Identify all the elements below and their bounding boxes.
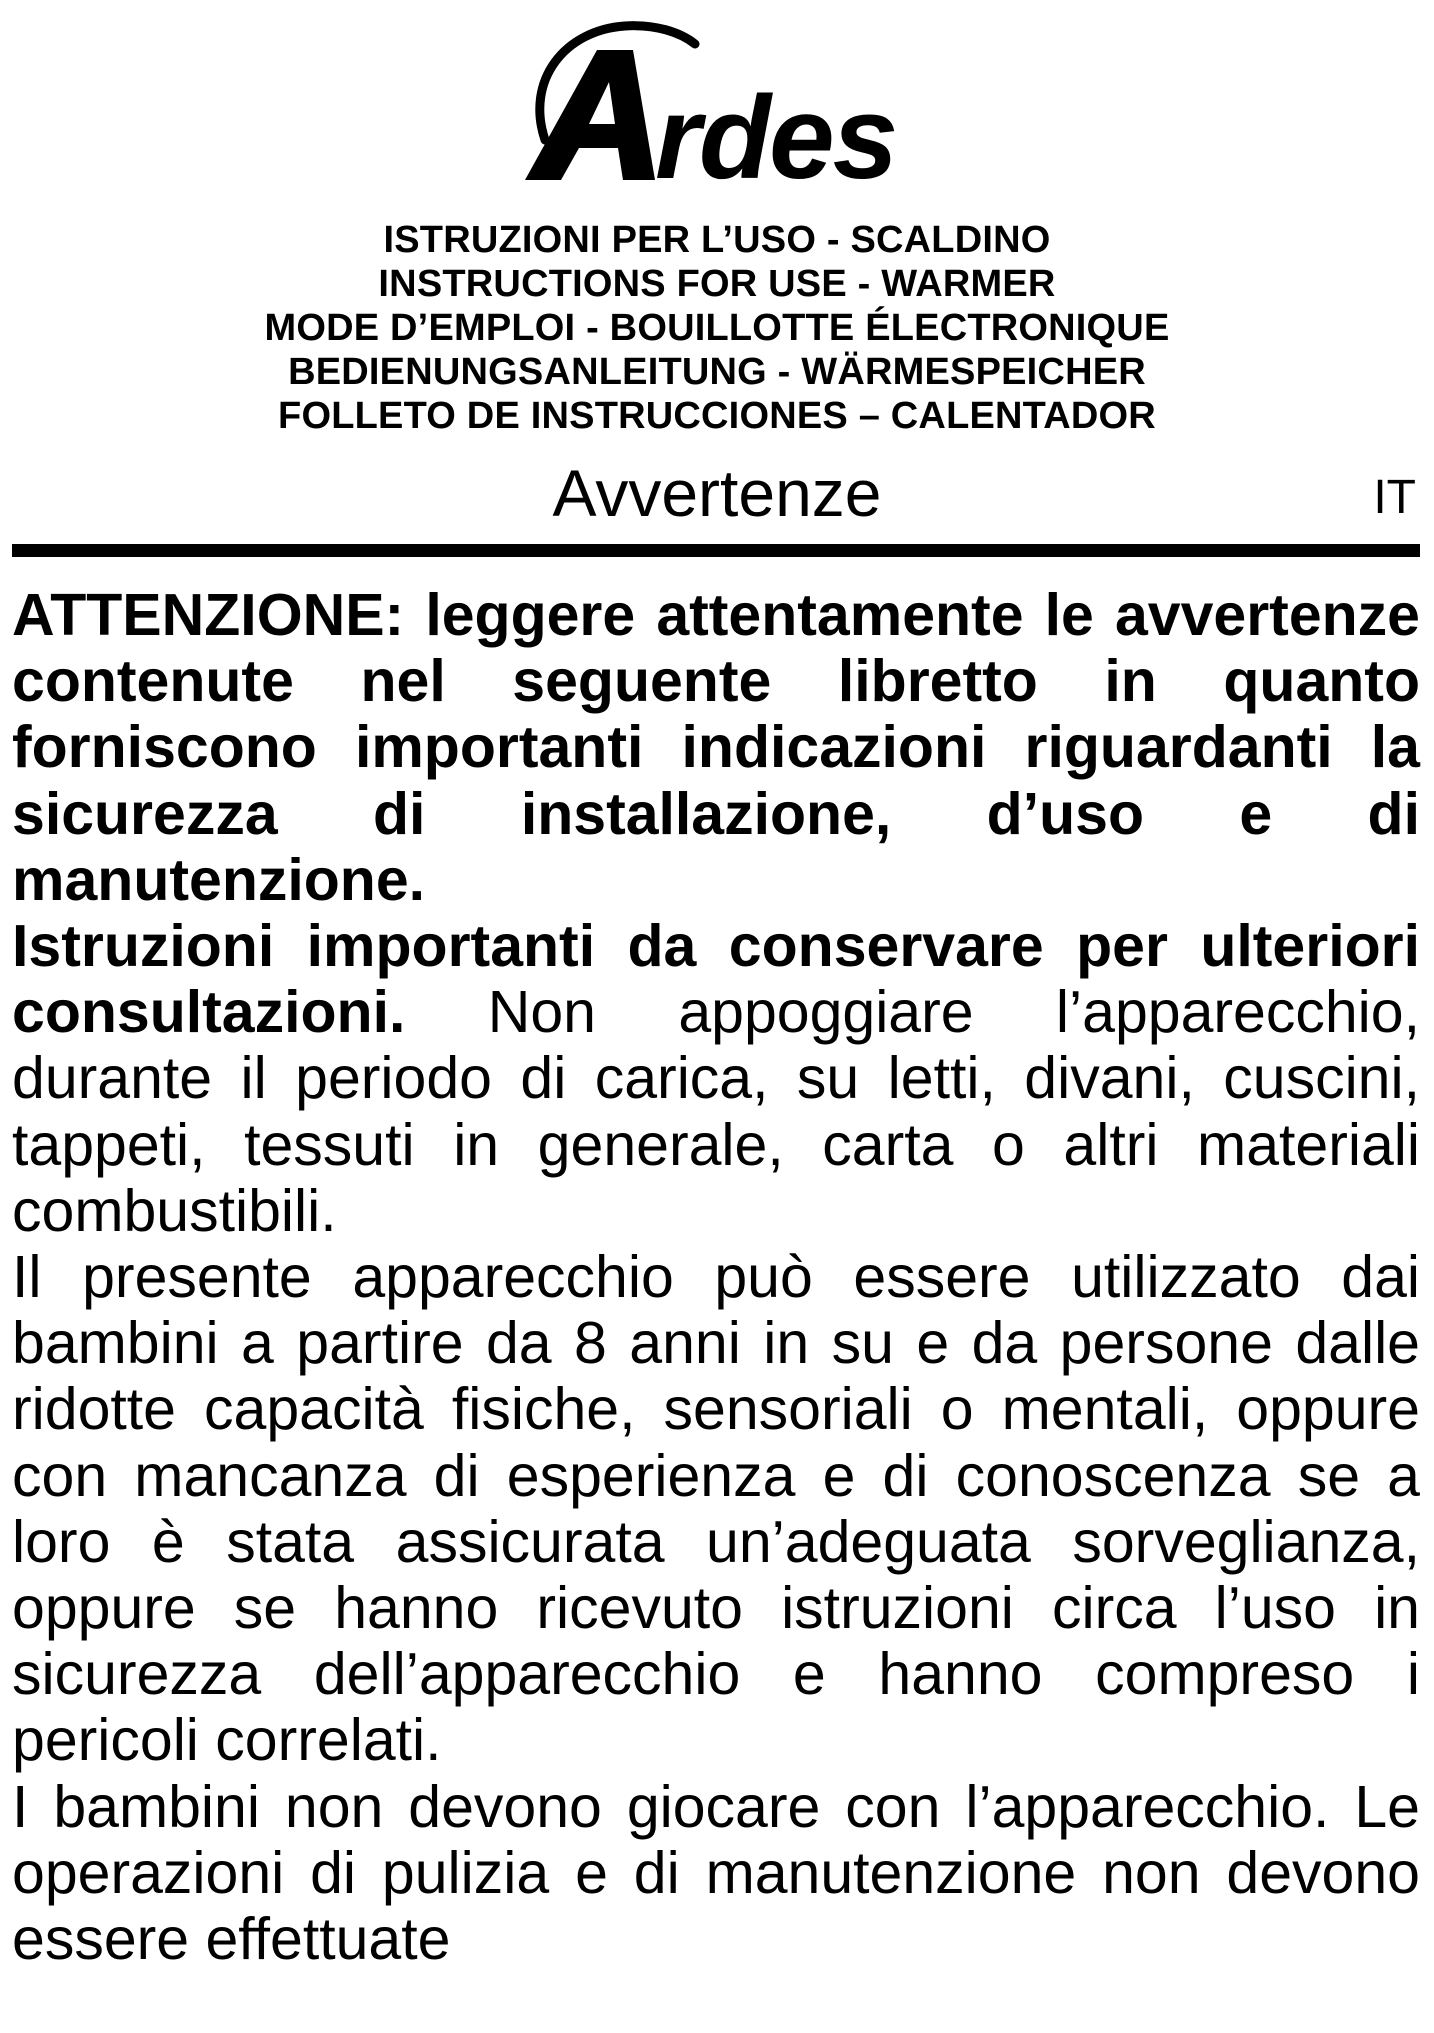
- language-code: IT: [1373, 471, 1416, 524]
- ardes-logo: [505, 20, 945, 190]
- paragraph-children-play: I bambini non devono giocare con l’apparecchio. Le operazioni di pulizia e di manutenzione non devono essere effettuate: [12, 1773, 1420, 1973]
- keep-instructions-bold-text: Istruzioni importanti da conservare per ulteriori consultazioni.: [12, 913, 1420, 1046]
- title-it: ISTRUZIONI PER L’USO - SCALDINO: [383, 219, 1051, 261]
- placement-warning-text: Non appoggiare l’apparecchio, durante il periodo di carica, su letti, divani, cuscini, tappeti, tessuti in generale, carta o altri materiali combustibili.: [12, 979, 1420, 1244]
- ardes-logo-graphic: [505, 20, 945, 190]
- manual-titles: [0, 218, 1434, 438]
- title-de: BEDIENUNGSANLEITUNG - WÄRMESPEICHER: [288, 351, 1146, 393]
- svg-text:rdes: rdes: [655, 72, 897, 190]
- section-title: Avvertenze: [552, 456, 882, 530]
- title-en: INSTRUCTIONS FOR USE - WARMER: [378, 263, 1056, 305]
- section-header: [0, 458, 1434, 528]
- paragraph-keep-instructions: [12, 913, 1420, 1244]
- title-fr: MODE D’EMPLOI - BOUILLOTTE ÉLECTRONIQUE: [264, 307, 1170, 349]
- warnings-text: [12, 582, 1420, 1972]
- attention-bold-text: ATTENZIONE: leggere attentamente le avvertenze contenute nel seguente libretto in quanto forniscono importanti indicazioni riguardanti la sicurezza di installazione, d’uso e di manutenzione.: [12, 582, 1420, 913]
- paragraph-attention: [12, 582, 1420, 913]
- title-es: FOLLETO DE INSTRUCCIONES – CALENTADOR: [278, 395, 1156, 437]
- paragraph-children-usage: Il presente apparecchio può essere utilizzato dai bambini a partire da 8 anni in su e da persone dalle ridotte capacità fisiche, sensoriali o mentali, oppure con mancanza di esperienza e di conoscenza se a loro è stata assicurata un’adeguata sorveglianza, oppure se hanno ricevuto istruzioni circa l’uso in sicurezza dell’apparecchio e hanno compreso i pericoli correlati.: [12, 1244, 1420, 1774]
- section-divider: [12, 544, 1420, 557]
